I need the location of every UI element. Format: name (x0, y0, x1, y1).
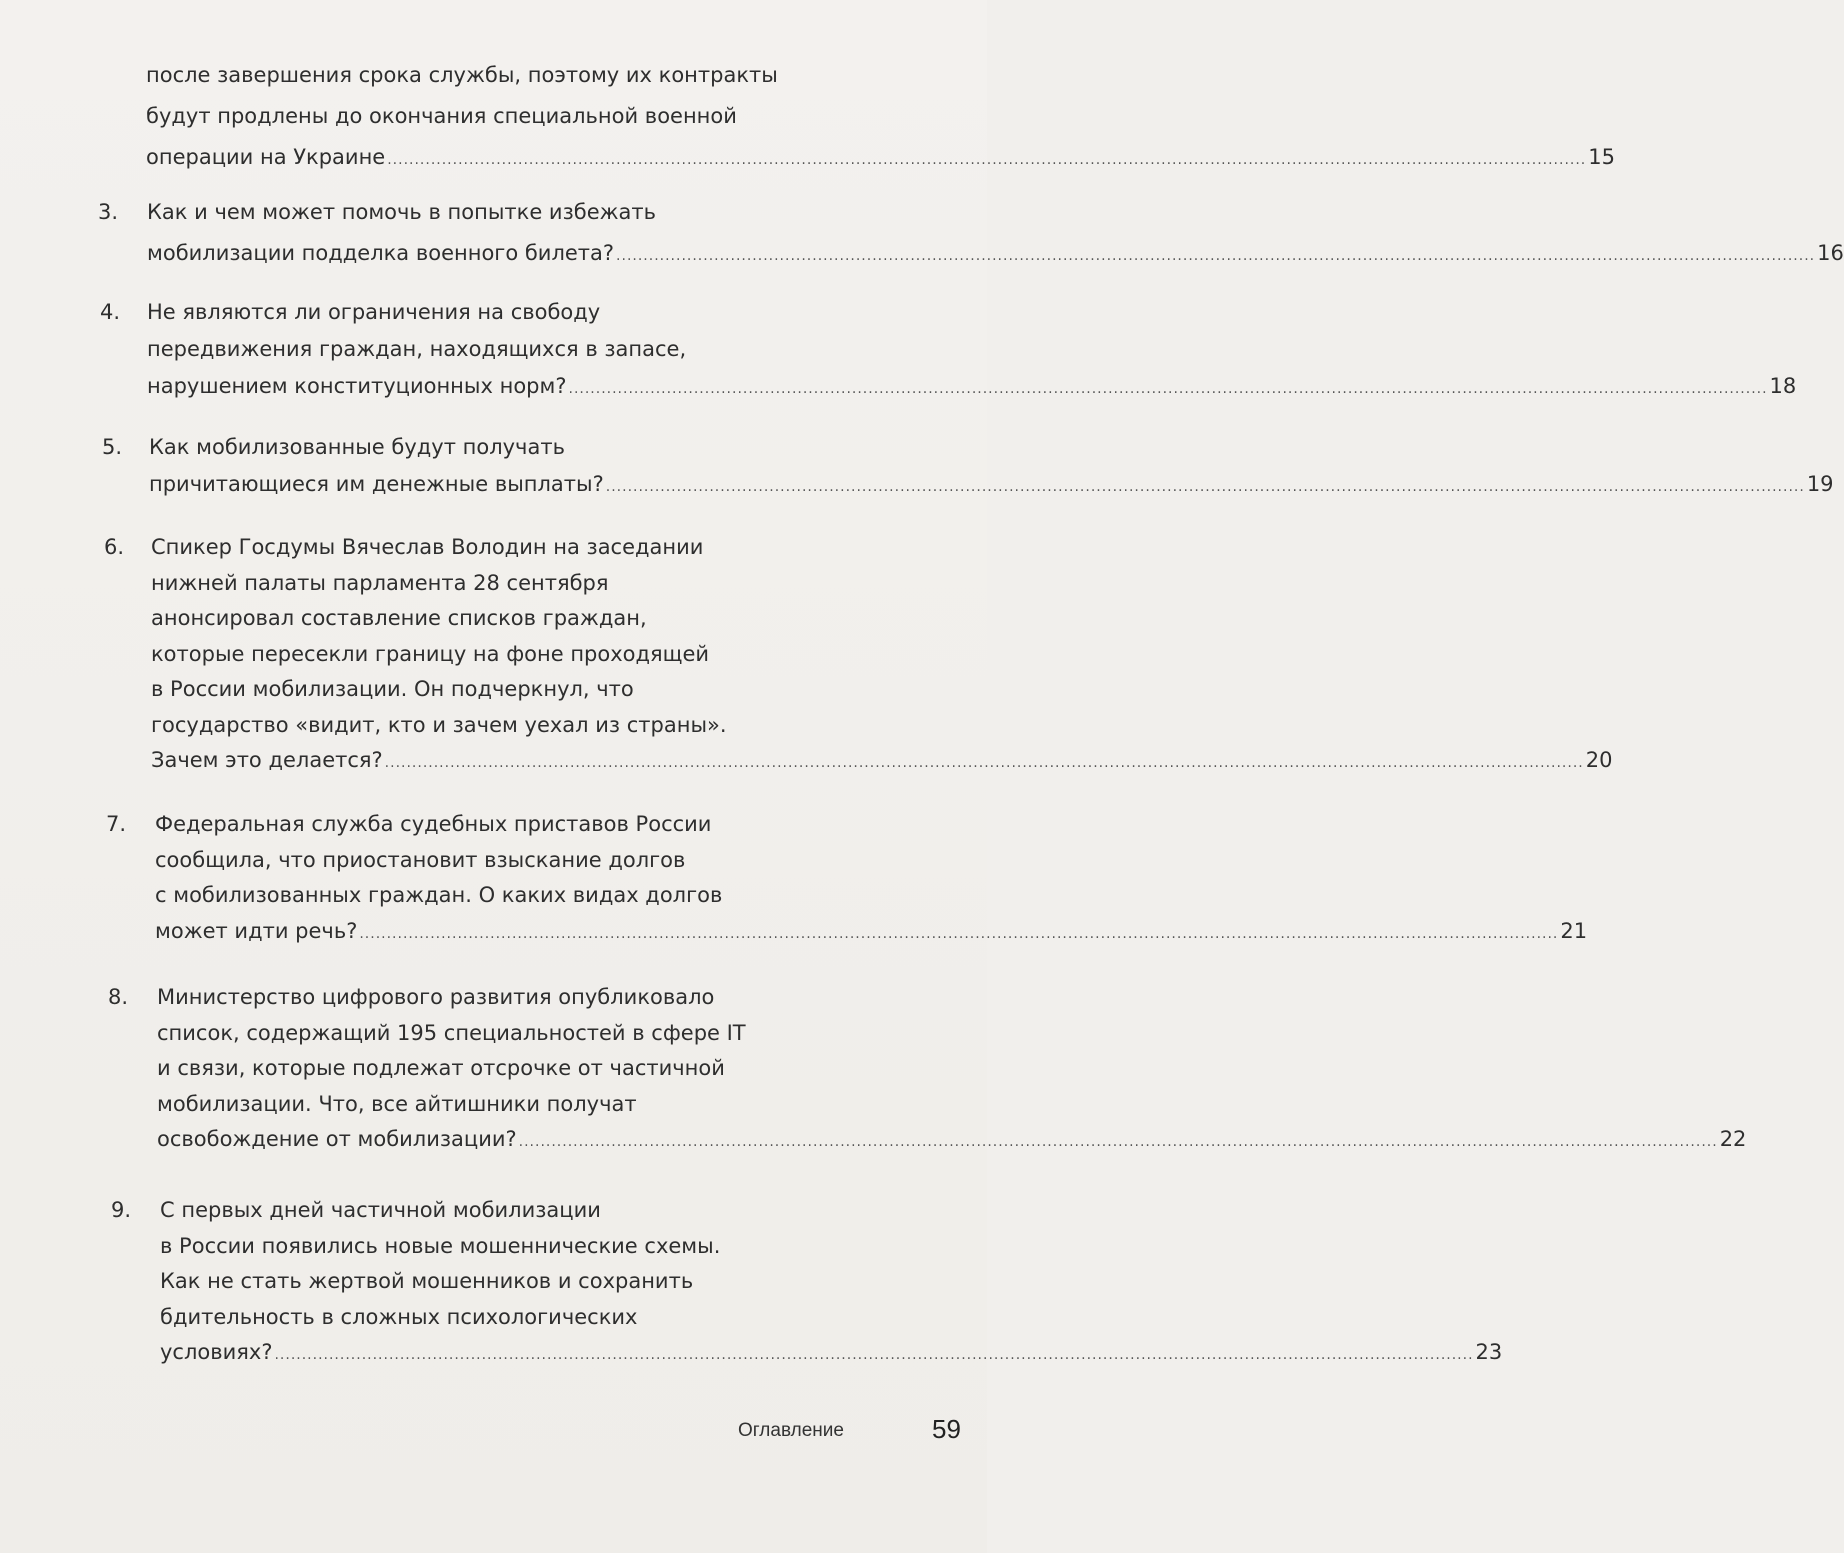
toc-entry-text-line: в России мобилизации. Он подчеркнул, что (151, 677, 634, 701)
toc-entry-text-line: с мобилизованных граждан. О каких видах долгов (155, 883, 723, 907)
toc-entry-leader-line (147, 369, 1797, 406)
toc-entry-text-line: Как мобилизованные будут получать (149, 435, 565, 459)
dot-leader: ............................................................................................................................................................................................................................ (274, 1347, 1474, 1363)
toc-entry-text-line: Спикер Госдумы Вячеслав Володин на заседании (151, 535, 704, 559)
toc-entry-last-text: причитающиеся им денежные выплаты? (149, 472, 604, 496)
toc-entry-last-text: мобилизации подделка военного билета? (147, 241, 615, 265)
toc-entry-text-line: в России появились новые мошеннические схемы. (160, 1233, 721, 1258)
dot-leader: ............................................................................................................................................................................................................................ (387, 152, 1587, 168)
toc-entry-page-number: 15 (1588, 145, 1615, 169)
dot-leader: ............................................................................................................................................................................................................................ (384, 755, 1584, 771)
toc-entry-text-line: анонсировал составление списков граждан, (151, 606, 647, 630)
toc-entry-leader-line (146, 140, 1615, 177)
toc-entry-leader-line (151, 743, 1613, 780)
toc-entry-text-line: нижней палаты парламента 28 сентября (151, 570, 609, 595)
toc-entry-last-text: нарушением конституционных норм? (147, 374, 567, 398)
toc-entry-leader-line (147, 236, 1844, 273)
toc-entry-last-text: освобождение от мобилизации? (157, 1127, 517, 1151)
toc-entry-leader-line (160, 1335, 1503, 1372)
toc-entry-text-line: Как не стать жертвой мошенников и сохранить (160, 1269, 694, 1293)
toc-entry-number: 6. (104, 535, 125, 559)
toc-entry-page-number: 18 (1769, 374, 1797, 398)
toc-entry-number: 4. (100, 300, 121, 324)
toc-entry-leader-line (157, 1122, 1747, 1159)
toc-entry-page-number: 19 (1806, 472, 1834, 496)
toc-entry-last-text: условиях? (160, 1340, 273, 1364)
toc-entry-text-line: сообщила, что приостановит взыскание долгов (155, 847, 686, 872)
toc-entry-page-number: 23 (1475, 1340, 1503, 1364)
dot-leader: ............................................................................................................................................................................................................................ (616, 248, 1816, 264)
toc-entry-text-line: которые пересекли границу на фоне проходящей (151, 641, 710, 666)
running-footer-title: Оглавление (738, 1420, 844, 1441)
toc-entry-text-line: Как и чем может помочь в попытке избежать (147, 200, 657, 224)
toc-entry-last-text: может идти речь? (155, 918, 358, 943)
toc-entry-text-line: будут продлены до окончания специальной военной (146, 104, 737, 128)
toc-entry-text-line: передвижения граждан, находящихся в запасе, (147, 337, 687, 361)
toc-entry-last-text: операции на Украине (146, 145, 386, 169)
toc-entry-number: 3. (98, 200, 119, 224)
toc-entry-text-line: Не являются ли ограничения на свободу (147, 300, 601, 324)
toc-entry-text-line: после завершения срока службы, поэтому их контракты (146, 63, 778, 87)
toc-entry-text-line: и связи, которые подлежат отсрочке от частичной (157, 1056, 725, 1080)
toc-entry-number: 7. (106, 812, 127, 836)
dot-leader: ............................................................................................................................................................................................................................ (605, 479, 1805, 495)
toc-entry-page-number: 16 (1817, 241, 1844, 265)
toc-entry-leader-line (155, 914, 1588, 951)
toc-entry-text-line: Министерство цифрового развития опубликовало (157, 985, 715, 1009)
toc-entry-last-text: Зачем это делается? (151, 748, 383, 772)
dot-leader: ............................................................................................................................................................................................................................ (568, 381, 1768, 397)
dot-leader: ............................................................................................................................................................................................................................ (359, 925, 1559, 942)
toc-entry-page-number: 22 (1719, 1127, 1747, 1151)
toc-entry-page-number: 20 (1585, 748, 1613, 772)
toc-entry-page-number: 21 (1560, 918, 1588, 943)
toc-entry-number: 8. (108, 985, 129, 1009)
toc-entry-text-line: С первых дней частичной мобилизации (160, 1198, 601, 1222)
toc-entry-text-line: бдительность в сложных психологических (160, 1304, 638, 1329)
toc-entry-text-line: государство «видит, кто и зачем уехал из страны». (151, 712, 727, 737)
page-number: 59 (932, 1414, 961, 1444)
toc-entry-number: 5. (102, 435, 123, 459)
dot-leader: ............................................................................................................................................................................................................................ (518, 1134, 1718, 1150)
toc-entry-text-line: Федеральная служба судебных приставов России (155, 812, 712, 836)
toc-entry-number: 9. (111, 1198, 132, 1222)
toc-entry-leader-line (149, 467, 1834, 504)
toc-entry-text-line: список, содержащий 195 специальностей в сфере IT (157, 1020, 746, 1045)
toc-entry-text-line: мобилизации. Что, все айтишники получат (157, 1091, 637, 1116)
